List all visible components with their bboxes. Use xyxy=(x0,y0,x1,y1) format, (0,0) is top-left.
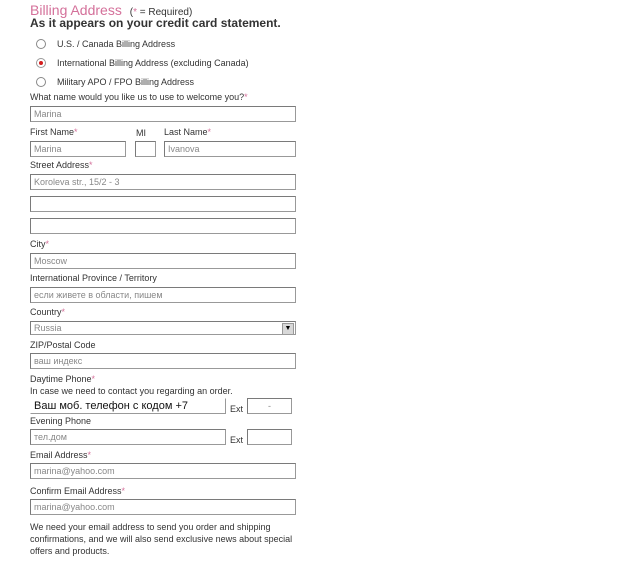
evening-phone-label: Evening Phone xyxy=(30,416,92,426)
evening-ext-input[interactable] xyxy=(247,429,292,445)
province-label: International Province / Territory xyxy=(30,273,157,283)
radio-button-selected[interactable] xyxy=(36,58,46,68)
radio-option-international[interactable] xyxy=(36,58,249,68)
email-label: Email Address* xyxy=(30,450,92,460)
zip-label: ZIP/Postal Code xyxy=(30,340,96,350)
radio-label: International Billing Address (excluding Canada) xyxy=(57,58,249,68)
radio-option-military[interactable] xyxy=(36,77,194,87)
email-input[interactable]: marina@yahoo.com xyxy=(30,463,296,479)
province-input[interactable]: если живете в области, пишем xyxy=(30,287,296,303)
last-name-label: Last Name* xyxy=(164,127,212,137)
email-usage-note: We need your email address to send you order and shipping confirmations, and we will also send exclusive news about special offers and products. xyxy=(30,522,293,556)
street-address-input-2[interactable] xyxy=(30,196,296,212)
zip-input[interactable]: ваш индекс xyxy=(30,353,296,369)
street-address-input-3[interactable] xyxy=(30,218,296,234)
section-title-text: Billing Address xyxy=(30,2,122,18)
daytime-phone-input[interactable]: Ваш моб. телефон с кодом +7 xyxy=(30,398,226,414)
first-name-input[interactable]: Marina xyxy=(30,141,126,157)
required-note: (* = Required) xyxy=(129,7,193,18)
radio-button[interactable] xyxy=(36,39,46,49)
last-name-input[interactable]: Ivanova xyxy=(164,141,296,157)
evening-ext-label: Ext xyxy=(230,435,244,445)
country-select-value: Russia xyxy=(34,323,62,333)
radio-label: U.S. / Canada Billing Address xyxy=(57,39,176,49)
country-select[interactable] xyxy=(30,321,296,335)
daytime-ext-label: Ext xyxy=(230,404,244,414)
street-address-label: Street Address* xyxy=(30,160,93,170)
daytime-phone-hint: In case we need to contact you regarding an order. xyxy=(30,386,233,396)
daytime-ext-input[interactable]: - xyxy=(247,398,292,414)
dropdown-arrow-icon[interactable]: ▼ xyxy=(282,323,294,335)
daytime-phone-label: Daytime Phone* xyxy=(30,374,96,384)
mi-input[interactable] xyxy=(135,141,156,157)
mi-label: MI xyxy=(136,128,146,138)
section-subtitle: As it appears on your credit card statement. xyxy=(30,16,281,30)
first-name-label: First Name* xyxy=(30,127,78,137)
radio-option-us-canada[interactable] xyxy=(36,39,175,49)
evening-phone-input[interactable]: тел.дом xyxy=(30,429,226,445)
radio-label: Military APO / FPO Billing Address xyxy=(57,77,195,87)
confirm-email-input[interactable]: marina@yahoo.com xyxy=(30,499,296,515)
radio-button[interactable] xyxy=(36,77,46,87)
confirm-email-label: Confirm Email Address* xyxy=(30,486,126,496)
city-label: City* xyxy=(30,239,50,249)
country-label: Country* xyxy=(30,307,66,317)
street-address-input-1[interactable]: Koroleva str., 15/2 - 3 xyxy=(30,174,296,190)
city-input[interactable]: Moscow xyxy=(30,253,296,269)
welcome-name-input[interactable]: Marina xyxy=(30,106,296,122)
welcome-name-label: What name would you like us to use to welcome you?* xyxy=(30,92,248,102)
